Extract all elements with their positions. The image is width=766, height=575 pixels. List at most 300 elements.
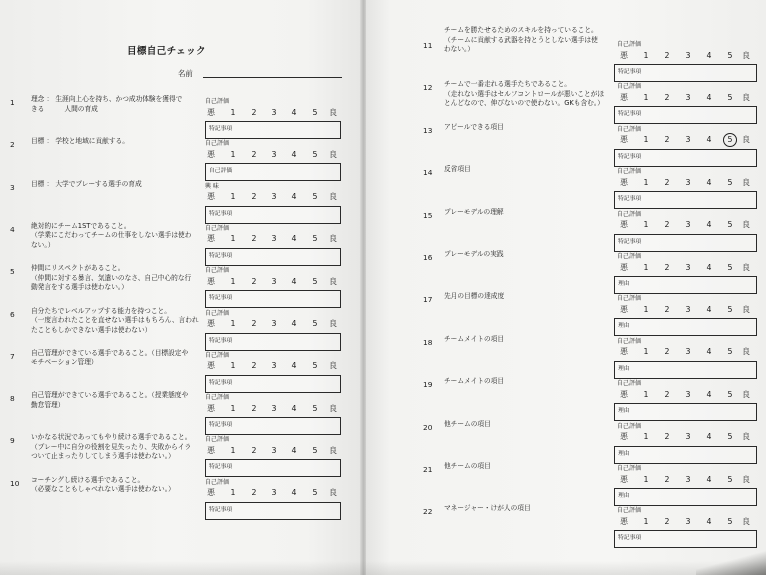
rating-option-5: 5 [727, 516, 733, 526]
item-description-line: チームメイトの項目 [444, 377, 505, 386]
rating-option-2: 2 [664, 516, 670, 526]
rating-option-5: 5 [727, 135, 733, 145]
rating-option-4: 4 [291, 488, 297, 498]
rating-scale [0, 192, 362, 202]
rating-option-5: 5 [727, 50, 733, 60]
rating-option-3: 3 [685, 304, 691, 314]
notes-box [205, 248, 341, 266]
rating-option-1: 1 [643, 347, 649, 357]
item-description-line: マネージャー・けが人の項目 [444, 504, 531, 513]
rating-scale [366, 93, 766, 103]
item-description-line: コーチングし続ける選手であること。 [31, 475, 145, 484]
rating-option-3: 3 [685, 262, 691, 272]
item-description-line: アピールできる項目 [444, 122, 504, 131]
rating-option-2: 2 [664, 92, 670, 102]
notes-box-label: 特記事項 [209, 464, 233, 471]
rating-option-4: 4 [706, 347, 712, 357]
rating-option-3: 3 [685, 474, 691, 484]
rating-option-5: 5 [727, 92, 733, 102]
rating-label: 自己評価 [205, 267, 230, 275]
rating-low-label: 悪 [620, 135, 628, 145]
item-number: 20 [423, 422, 433, 432]
item-description [31, 180, 142, 190]
rating-option-2: 2 [251, 192, 257, 202]
notes-box [205, 333, 341, 351]
checklist-item [366, 165, 766, 210]
rating-option-1: 1 [643, 220, 649, 230]
rating-high-label: 良 [742, 92, 750, 102]
item-number: 9 [10, 436, 15, 446]
rating-label: 自己評価 [205, 394, 230, 402]
rating-scale [366, 517, 766, 527]
checklist-item [0, 391, 362, 436]
rating-option-5: 5 [727, 304, 733, 314]
rating-low-label: 悪 [207, 488, 215, 498]
rating-label: 自己評価 [205, 478, 230, 486]
notes-box-label: 特記事項 [618, 535, 642, 542]
rating-option-3: 3 [271, 319, 277, 328]
rating-label: 自己評価 [617, 465, 642, 472]
item-number: 21 [423, 465, 433, 474]
rating-option-4: 4 [291, 403, 297, 413]
left-page [0, 0, 362, 575]
rating-high-label: 良 [329, 149, 337, 159]
checklist-item [0, 433, 362, 478]
checklist-item [0, 348, 362, 394]
rating-option-1: 1 [230, 107, 236, 117]
item-description-line: 絶対的にチーム1STであること。 [31, 221, 131, 230]
rating-option-5: 5 [727, 432, 733, 442]
rating-high-label: 良 [742, 347, 750, 357]
item-description-line: 自分たちでレベルアップする能力を持つこと。 [31, 306, 171, 315]
notes-box-label: 特記事項 [209, 126, 233, 132]
rating-scale [0, 319, 362, 329]
rating-option-4: 4 [291, 234, 297, 244]
item-number: 13 [423, 125, 433, 135]
rating-option-1: 1 [230, 445, 236, 455]
rating-option-2: 2 [251, 488, 257, 498]
item-description [444, 208, 504, 218]
item-description [31, 137, 129, 147]
rating-scale [0, 488, 362, 498]
rating-option-1: 1 [643, 304, 649, 314]
rating-high-label: 良 [329, 276, 337, 286]
notes-box [205, 163, 341, 181]
rating-label: 自己評価 [205, 224, 230, 232]
rating-option-5: 5 [312, 234, 318, 244]
item-description-line: 反省項目 [444, 165, 471, 174]
notes-box [614, 276, 757, 294]
rating-high-label: 良 [742, 50, 750, 60]
rating-option-3: 3 [685, 516, 691, 526]
rating-option-3: 3 [271, 192, 277, 202]
rating-option-4: 4 [291, 445, 297, 455]
rating-low-label: 悪 [620, 50, 628, 60]
rating-low-label: 悪 [620, 347, 628, 357]
rating-low-label: 悪 [207, 445, 215, 455]
item-number: 18 [423, 337, 433, 347]
rating-option-5: 5 [312, 107, 318, 117]
name-label: 名前 [178, 69, 193, 78]
notes-box [614, 361, 757, 379]
rating-label: 興 味 [205, 182, 219, 190]
rating-option-3: 3 [271, 403, 277, 413]
notes-box [614, 530, 757, 548]
rating-option-3: 3 [685, 135, 691, 145]
notes-box [205, 417, 341, 435]
item-number: 15 [423, 210, 433, 220]
rating-low-label: 悪 [620, 92, 628, 102]
notes-box-label: 理由 [618, 281, 630, 287]
rating-scale [0, 150, 362, 160]
rating-option-3: 3 [685, 389, 691, 399]
rating-option-2: 2 [251, 234, 257, 244]
notes-box-label: 理由 [618, 323, 630, 330]
rating-high-label: 良 [329, 445, 337, 455]
notes-box [614, 318, 757, 336]
item-description-line: プレーモデルの実践 [444, 250, 504, 258]
rating-option-4: 4 [291, 361, 297, 371]
notes-box-label: 特記事項 [618, 111, 642, 118]
item-number: 1 [10, 98, 15, 107]
rating-low-label: 悪 [620, 262, 628, 272]
item-description [444, 292, 504, 302]
rating-option-2: 2 [251, 276, 257, 286]
rating-low-label: 悪 [207, 192, 215, 202]
checklist-item [366, 462, 766, 507]
item-number: 6 [10, 309, 15, 319]
item-description-line: チームメイトの項目 [444, 334, 505, 343]
rating-option-3: 3 [685, 432, 691, 442]
checklist-item [366, 419, 766, 465]
rating-option-1: 1 [230, 192, 236, 202]
notes-box [614, 488, 757, 506]
notes-box [205, 375, 341, 393]
item-number: 8 [10, 394, 15, 404]
rating-scale [366, 305, 766, 315]
item-description [444, 420, 491, 430]
rating-option-4: 4 [706, 177, 712, 187]
item-number: 11 [423, 41, 433, 50]
item-description-line: 仲間にリスペクトがあること。 [31, 264, 125, 273]
rating-high-label: 良 [329, 361, 337, 371]
rating-option-2: 2 [251, 149, 257, 159]
notes-box-label: 特記事項 [209, 379, 233, 386]
rating-high-label: 良 [742, 516, 750, 526]
rating-option-1: 1 [230, 234, 236, 244]
rating-option-4: 4 [706, 50, 712, 60]
rating-label: 自己評価 [205, 436, 230, 444]
rating-option-2: 2 [664, 389, 670, 399]
rating-option-4: 4 [706, 516, 712, 526]
rating-option-5: 5 [312, 361, 318, 371]
rating-label: 自己評価 [205, 98, 230, 105]
rating-option-4: 4 [291, 192, 297, 202]
rating-option-2: 2 [664, 347, 670, 357]
rating-option-4: 4 [706, 220, 712, 230]
rating-option-5: 5 [312, 319, 318, 328]
item-description-line: 他チームの項目 [444, 419, 491, 428]
checklist-item [0, 264, 362, 309]
rating-option-3: 3 [685, 347, 691, 357]
rating-low-label: 悪 [207, 107, 215, 117]
item-number: 22 [423, 507, 433, 517]
item-description-line: たこともしかできない選手は使わない） [31, 325, 152, 334]
rating-high-label: 良 [742, 432, 750, 442]
rating-option-1: 1 [230, 276, 236, 286]
notes-box [614, 106, 757, 124]
notes-box [614, 234, 757, 252]
checklist-item [366, 334, 766, 380]
notes-box-label: 理由 [618, 493, 630, 499]
rating-option-5: 5 [727, 262, 733, 272]
rating-low-label: 悪 [207, 276, 215, 286]
checklist-item [366, 207, 766, 253]
item-number: 2 [10, 140, 15, 150]
item-description-line: （必要なこともしゃべれない選手は使わない。） [31, 485, 175, 494]
rating-high-label: 良 [742, 262, 750, 272]
item-description-line: （プレー中に自分の役割を見失ったり、失敗からイラ [31, 442, 192, 451]
item-description [444, 504, 531, 514]
item-description-line: 目標 ： 学校と地域に貢献する。 [31, 137, 129, 146]
notes-box [205, 290, 341, 308]
rating-scale [366, 51, 766, 61]
notes-box [205, 459, 341, 477]
left-checklist [0, 0, 362, 575]
rating-option-3: 3 [685, 92, 691, 102]
rating-option-3: 3 [685, 177, 691, 187]
rating-option-1: 1 [230, 361, 236, 371]
rating-high-label: 良 [742, 220, 750, 230]
notes-box [205, 206, 341, 224]
rating-option-4: 4 [706, 135, 712, 145]
rating-label: 自己評価 [617, 422, 642, 430]
item-description-line: （仲間に対する暴言、気遣いのなさ、自己中心的な行 [31, 273, 192, 282]
notes-box-label: 理由 [618, 365, 630, 372]
rating-low-label: 悪 [207, 149, 215, 159]
notes-box-label: 自己評価 [209, 168, 233, 175]
rating-label: 自己評価 [617, 125, 642, 133]
rating-option-4: 4 [291, 276, 297, 286]
item-description [444, 165, 471, 175]
rating-scale [366, 347, 766, 357]
checklist-item [366, 292, 766, 337]
item-description-line: きる 人間の育成 [31, 104, 98, 113]
rating-scale [366, 178, 766, 188]
rating-option-1: 1 [230, 149, 236, 159]
rating-low-label: 悪 [620, 304, 628, 314]
rating-option-5: 5 [312, 403, 318, 413]
rating-label: 自己評価 [205, 351, 230, 359]
checklist-item [0, 221, 362, 267]
checklist-item [0, 137, 362, 182]
rating-high-label: 良 [329, 403, 337, 413]
item-number: 4 [10, 224, 15, 234]
rating-option-4: 4 [706, 92, 712, 102]
item-description-line: チームで一番走れる選手たちであること。 [444, 80, 571, 89]
notes-box [614, 149, 757, 167]
rating-option-1: 1 [643, 262, 649, 272]
checklist-item [366, 26, 766, 83]
item-description-line: とんどなので、伸びないので使わない。GKも含む。） [444, 99, 604, 108]
right-page [366, 0, 766, 575]
rating-option-2: 2 [664, 135, 670, 145]
item-number: 3 [10, 182, 15, 192]
notes-box-label: 特記事項 [618, 69, 642, 75]
rating-low-label: 悪 [207, 361, 215, 371]
rating-option-3: 3 [271, 149, 277, 159]
notes-box-label: 特記事項 [209, 337, 233, 344]
rating-option-4: 4 [706, 262, 712, 272]
checklist-item [366, 377, 766, 422]
rating-scale [0, 234, 362, 244]
rating-low-label: 悪 [620, 474, 628, 484]
rating-option-1: 1 [643, 474, 649, 484]
rating-low-label: 悪 [620, 516, 628, 526]
item-description-line: （学業にこだわってチームの仕事をしない選手は使わ [31, 231, 192, 240]
rating-option-2: 2 [664, 50, 670, 60]
rating-option-3: 3 [271, 276, 277, 286]
rating-label: 自己評価 [617, 295, 642, 303]
checklist-item [0, 95, 362, 140]
rating-label: 自己評価 [617, 210, 642, 218]
checklist-item [0, 179, 362, 225]
rating-scale [366, 263, 766, 273]
rating-option-2: 2 [251, 319, 257, 328]
rating-option-1: 1 [643, 432, 649, 442]
notes-box-label: 特記事項 [209, 506, 233, 513]
rating-option-1: 1 [230, 488, 236, 498]
rating-high-label: 良 [742, 135, 750, 145]
item-description-line: わない。） [444, 45, 475, 53]
selected-rating-circle [723, 133, 737, 147]
item-description [444, 462, 491, 472]
notes-box-label: 特記事項 [209, 295, 233, 302]
notes-box [614, 64, 757, 82]
notes-box-label: 理由 [618, 450, 630, 457]
rating-high-label: 良 [329, 192, 337, 202]
rating-option-2: 2 [664, 177, 670, 187]
checklist-item [366, 504, 766, 549]
item-description-line: チームを勝たせるためのスキルを持っていること。 [444, 26, 598, 34]
rating-option-3: 3 [685, 220, 691, 230]
rating-option-1: 1 [230, 319, 236, 328]
rating-scale [366, 475, 766, 485]
rating-low-label: 悪 [620, 389, 628, 399]
rating-label: 自己評価 [617, 337, 642, 345]
rating-low-label: 悪 [620, 220, 628, 230]
rating-option-5: 5 [727, 347, 733, 357]
rating-option-3: 3 [271, 107, 277, 117]
notes-box [614, 403, 757, 421]
rating-label: 自己評価 [205, 309, 230, 317]
checklist-item [0, 306, 362, 352]
item-number: 17 [423, 295, 433, 305]
item-description-line: 目標 ： 大学でプレーする選手の育成 [31, 179, 142, 188]
rating-high-label: 良 [329, 488, 337, 498]
rating-high-label: 良 [329, 234, 337, 244]
rating-scale [366, 220, 766, 230]
rating-option-5: 5 [727, 389, 733, 399]
rating-high-label: 良 [742, 474, 750, 484]
checklist-item [366, 250, 766, 295]
item-description [444, 123, 504, 133]
rating-high-label: 良 [742, 304, 750, 314]
rating-option-1: 1 [643, 135, 649, 145]
rating-label: 自己評価 [617, 168, 642, 176]
item-description-line: モチベーション管理） [31, 358, 98, 367]
rating-label: 自己評価 [205, 140, 230, 148]
item-description-line: （一度言われたことを直せない選手はもちろん、言われ [31, 316, 199, 324]
document-title: 目標自己チェック [127, 46, 206, 57]
item-description-line: （走れない選手はセルフコントロールが悪いことがほ [444, 89, 605, 98]
rating-option-1: 1 [230, 403, 236, 413]
rating-high-label: 良 [329, 319, 337, 328]
item-number: 10 [10, 478, 20, 488]
item-description-line: 先月の目標の達成度 [444, 292, 505, 301]
rating-option-3: 3 [685, 50, 691, 60]
rating-label: 自己評価 [617, 253, 642, 260]
rating-option-5: 5 [727, 474, 733, 484]
paper-shadow [0, 561, 766, 575]
rating-option-1: 1 [643, 92, 649, 102]
notes-box [614, 446, 757, 464]
item-description-line: 他チームの項目 [444, 462, 491, 470]
item-number: 7 [10, 351, 15, 361]
rating-option-5: 5 [312, 276, 318, 286]
item-number: 19 [423, 380, 433, 390]
rating-option-2: 2 [251, 403, 257, 413]
rating-option-4: 4 [291, 107, 297, 117]
right-checklist [366, 0, 766, 575]
rating-low-label: 悪 [620, 432, 628, 442]
rating-scale [366, 432, 766, 442]
item-description-line: （チームに貢献する武器を持とうとしない選手は使 [444, 35, 598, 44]
rating-option-5: 5 [312, 192, 318, 202]
item-description-line: 理念 ： 生涯向上心を持ち、かつ成功体験を獲得で [31, 95, 183, 103]
rating-high-label: 良 [329, 107, 337, 117]
rating-option-5: 5 [727, 177, 733, 187]
rating-label: 自己評価 [617, 507, 642, 515]
notes-box-label: 特記事項 [618, 238, 642, 245]
rating-low-label: 悪 [207, 403, 215, 413]
notes-box-label: 特記事項 [618, 196, 642, 203]
rating-scale [0, 404, 362, 414]
rating-option-2: 2 [251, 445, 257, 455]
checklist-item [366, 80, 766, 125]
item-description-line: ついて止まったりしてしまう選手は使わない。） [31, 452, 175, 461]
notes-box-label: 特記事項 [209, 422, 233, 429]
rating-option-4: 4 [291, 319, 297, 328]
rating-option-4: 4 [706, 304, 712, 314]
rating-option-5: 5 [312, 445, 318, 455]
rating-option-5: 5 [727, 220, 733, 230]
item-description [444, 335, 504, 345]
rating-option-1: 1 [643, 50, 649, 60]
notes-box-label: 特記事項 [209, 210, 233, 217]
notes-box-label: 特記事項 [618, 153, 642, 160]
item-description-line: 勤怠管理） [31, 400, 65, 409]
item-description-line: 自己管理ができている選手であること。（授業態度や [31, 391, 189, 400]
item-number: 16 [423, 253, 433, 262]
rating-scale [366, 390, 766, 400]
rating-scale [0, 446, 362, 456]
rating-scale [0, 277, 362, 287]
rating-option-2: 2 [664, 262, 670, 272]
rating-label: 自己評価 [617, 380, 642, 388]
rating-option-3: 3 [271, 234, 277, 244]
checklist-item [0, 475, 362, 521]
